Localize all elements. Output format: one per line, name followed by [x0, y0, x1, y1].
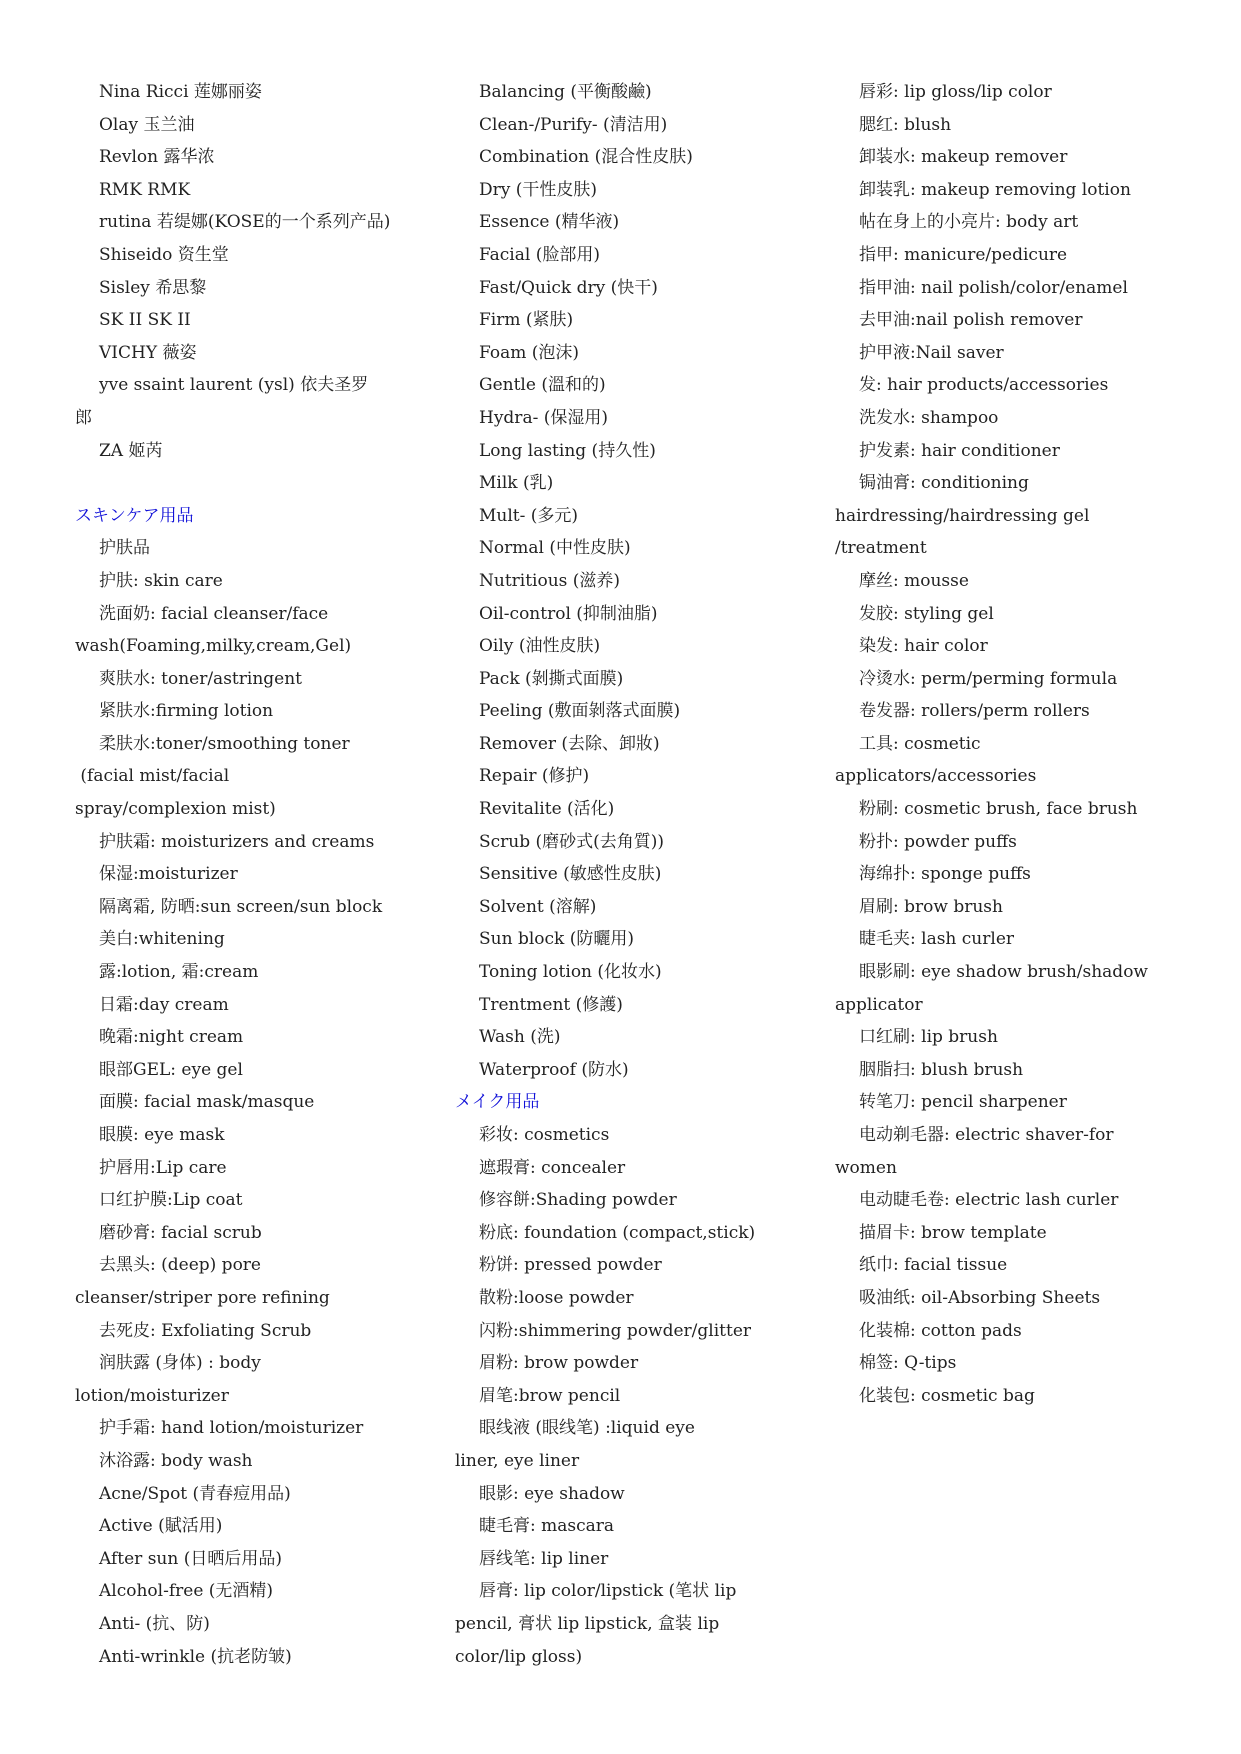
- text-line: 彩妆: cosmetics: [479, 1125, 610, 1145]
- text-line: Wash (洗): [479, 1027, 561, 1048]
- text-line: 粉饼: pressed powder: [479, 1255, 662, 1276]
- text-line: 眉刷: brow brush: [859, 896, 1003, 917]
- text-line: 睫毛膏: mascara: [479, 1516, 615, 1537]
- text-line: Remover (去除、卸妝): [479, 733, 660, 754]
- text-line: 口红刷: lip brush: [859, 1027, 998, 1048]
- text-line: 指甲: manicure/pedicure: [859, 244, 1068, 265]
- blank-line: [75, 467, 430, 500]
- text-line: Combination (混合性皮肤): [479, 147, 693, 168]
- text-line: spray/complexion mist): [75, 799, 276, 820]
- text-line: 发: hair products/accessories: [859, 375, 1109, 396]
- text-line: 磨砂膏: facial scrub: [99, 1222, 262, 1243]
- text-column-3: [835, 76, 1165, 1412]
- text-line: women: [835, 1157, 897, 1178]
- text-line: ZA 姬芮: [99, 440, 163, 461]
- text-line: 化装包: cosmetic bag: [859, 1385, 1035, 1406]
- text-line: Foam (泡沫): [479, 342, 580, 363]
- text-line: 去黑头: (deep) pore: [99, 1255, 261, 1276]
- text-line: 露:lotion, 霜:cream: [99, 962, 259, 983]
- text-line: /treatment: [835, 538, 927, 559]
- text-line: Olay 玉兰油: [99, 114, 195, 135]
- text-line: 睫毛夹: lash curler: [859, 929, 1015, 950]
- text-line: Toning lotion (化妆水): [479, 962, 662, 983]
- text-line: Normal (中性皮肤): [479, 538, 631, 559]
- text-line: Sun block (防曬用): [479, 929, 634, 950]
- text-line: Balancing (平衡酸鹼): [479, 82, 652, 102]
- text-line: Oil-control (抑制油脂): [479, 603, 658, 624]
- text-line: 唇线笔: lip liner: [479, 1548, 609, 1569]
- text-line: Nina Ricci 莲娜丽姿: [99, 82, 262, 102]
- text-line: color/lip gloss): [455, 1646, 583, 1667]
- text-line: 眼膜: eye mask: [99, 1125, 225, 1145]
- text-line: After sun (日晒后用品): [99, 1548, 282, 1569]
- text-line: 面膜: facial mask/masque: [99, 1092, 315, 1113]
- text-line: liner, eye liner: [455, 1450, 580, 1471]
- text-line: 柔肤水:toner/smoothing toner: [99, 733, 350, 754]
- text-line: 遮瑕膏: concealer: [479, 1157, 626, 1178]
- text-line: 眉粉: brow powder: [479, 1353, 639, 1374]
- text-line: 闪粉:shimmering powder/glitter: [479, 1320, 752, 1341]
- text-line: 去死皮: Exfoliating Scrub: [99, 1320, 312, 1341]
- text-line: Scrub (磨砂式(去角質)): [479, 831, 665, 852]
- text-line: 美白:whitening: [99, 929, 225, 950]
- text-line: 护肤品: [99, 538, 150, 559]
- text-line: Long lasting (持久性): [479, 440, 656, 461]
- text-line: 保湿:moisturizer: [99, 864, 238, 885]
- text-line: Acne/Spot (青春痘用品): [99, 1483, 291, 1504]
- text-line: Pack (剝撕式面膜): [479, 668, 624, 689]
- text-line: 晚霜:night cream: [99, 1027, 244, 1048]
- text-line: 护手霜: hand lotion/moisturizer: [99, 1418, 364, 1439]
- text-line: SK II SK II: [99, 310, 191, 331]
- text-line: Essence (精华液): [479, 212, 620, 233]
- text-line: Anti- (抗、防): [99, 1613, 210, 1634]
- text-line: pencil, 膏状 lip lipstick, 盒装 lip: [455, 1613, 720, 1634]
- text-line: Dry (干性皮肤): [479, 179, 598, 200]
- text-line: Waterproof (防水): [479, 1059, 629, 1080]
- text-line: 吸油纸: oil-Absorbing Sheets: [859, 1287, 1101, 1308]
- text-line: 护肤: skin care: [99, 570, 223, 591]
- text-line: Nutritious (滋养): [479, 570, 621, 591]
- text-line: 隔离霜, 防晒:sun screen/sun block: [99, 896, 383, 917]
- text-line: 锔油膏: conditioning: [859, 473, 1029, 494]
- text-line: Sisley 希思黎: [99, 277, 207, 298]
- text-line: 眉笔:brow pencil: [479, 1385, 621, 1406]
- text-line: Revitalite (活化): [479, 799, 615, 820]
- text-line: RMK RMK: [99, 179, 191, 200]
- text-line: 化装棉: cotton pads: [859, 1320, 1022, 1341]
- text-line: 腮红: blush: [859, 114, 952, 135]
- text-line: 冷烫水: perm/perming formula: [859, 668, 1118, 689]
- section-heading: メイク用品: [455, 1092, 540, 1113]
- text-line: hairdressing/hairdressing gel: [835, 505, 1090, 526]
- text-line: 护唇用:Lip care: [99, 1157, 227, 1178]
- text-line: 散粉:loose powder: [479, 1287, 634, 1308]
- text-line: Oily (油性皮肤): [479, 636, 601, 657]
- text-line: Mult- (多元): [479, 505, 579, 526]
- text-line: 洗发水: shampoo: [859, 407, 999, 428]
- text-line: Repair (修护): [479, 766, 590, 787]
- text-line: yve ssaint laurent (ysl) 依夫圣罗: [99, 375, 369, 396]
- text-line: 纸巾: facial tissue: [859, 1255, 1008, 1276]
- text-line: Shiseido 资生堂: [99, 244, 229, 265]
- text-line: Fast/Quick dry (快干): [479, 277, 658, 298]
- text-line: lotion/moisturizer: [75, 1385, 229, 1406]
- text-line: 修容餅:Shading powder: [479, 1190, 677, 1211]
- text-line: applicators/accessories: [835, 766, 1037, 787]
- text-line: 粉底: foundation (compact,stick): [479, 1222, 756, 1243]
- text-line: Sensitive (敏感性皮肤): [479, 864, 662, 885]
- text-line: Trentment (修護): [479, 994, 623, 1015]
- text-line: 唇彩: lip gloss/lip color: [859, 82, 1052, 102]
- text-line: applicator: [835, 994, 923, 1015]
- text-line: 洗面奶: facial cleanser/face: [99, 603, 329, 624]
- text-line: 日霜:day cream: [99, 994, 229, 1015]
- text-line: Facial (脸部用): [479, 244, 600, 265]
- text-line: 转笔刀: pencil sharpener: [859, 1092, 1067, 1113]
- text-line: 紧肤水:firming lotion: [99, 701, 274, 722]
- text-line: 胭脂扫: blush brush: [859, 1059, 1024, 1080]
- text-line: 郎: [75, 407, 92, 428]
- text-line: 护甲液:Nail saver: [859, 342, 1004, 363]
- text-line: Gentle (溫和的): [479, 375, 606, 396]
- text-line: VICHY 薇姿: [99, 342, 197, 363]
- text-line: 卸装水: makeup remover: [859, 147, 1068, 168]
- text-line: Revlon 露华浓: [99, 147, 215, 168]
- text-column-1: [75, 76, 430, 1673]
- text-line: Solvent (溶解): [479, 896, 597, 917]
- text-line: 护发素: hair conditioner: [859, 440, 1060, 461]
- text-line: Firm (紧肤): [479, 310, 574, 331]
- text-line: cleanser/striper pore refining: [75, 1287, 330, 1308]
- text-line: 发胶: styling gel: [859, 603, 994, 624]
- text-line: 电动睫毛卷: electric lash curler: [859, 1190, 1119, 1211]
- text-line: 卸装乳: makeup removing lotion: [859, 179, 1131, 200]
- text-line: 指甲油: nail polish/color/enamel: [859, 277, 1128, 298]
- text-line: 描眉卡: brow template: [859, 1222, 1047, 1243]
- text-line: 卷发器: rollers/perm rollers: [859, 701, 1090, 722]
- text-line: 沐浴露: body wash: [99, 1450, 253, 1471]
- text-line: Peeling (敷面剝落式面膜): [479, 701, 681, 722]
- text-line: wash(Foaming,milky,cream,Gel): [75, 636, 352, 657]
- text-line: 护肤霜: moisturizers and creams: [99, 831, 375, 852]
- text-line: Hydra- (保湿用): [479, 407, 608, 428]
- text-line: 去甲油:nail polish remover: [859, 310, 1083, 331]
- text-line: Alcohol-free (无酒精): [99, 1581, 274, 1602]
- text-line: 工具: cosmetic: [859, 733, 981, 754]
- text-line: 海绵扑: sponge puffs: [859, 864, 1031, 885]
- text-line: 粉扑: powder puffs: [859, 831, 1017, 852]
- text-line: 棉签: Q-tips: [859, 1353, 957, 1374]
- text-line: 粉刷: cosmetic brush, face brush: [859, 799, 1138, 820]
- text-line: 摩丝: mousse: [859, 570, 969, 591]
- text-line: Anti-wrinkle (抗老防皱): [99, 1646, 292, 1667]
- text-line: 口红护膜:Lip coat: [99, 1190, 243, 1211]
- text-line: 电动剃毛器: electric shaver-for: [859, 1125, 1114, 1145]
- text-line: (facial mist/facial: [75, 766, 230, 787]
- text-line: Milk (乳): [479, 473, 554, 494]
- text-line: 眼影刷: eye shadow brush/shadow: [859, 962, 1148, 983]
- text-line: Clean-/Purify- (清洁用): [479, 114, 668, 135]
- text-line: 眼部GEL: eye gel: [99, 1059, 243, 1080]
- text-column-2: [455, 76, 813, 1673]
- text-line: Active (賦活用): [99, 1516, 223, 1537]
- text-line: 眼影: eye shadow: [479, 1483, 625, 1504]
- text-line: 唇膏: lip color/lipstick (笔状 lip: [479, 1581, 737, 1602]
- text-line: 眼线液 (眼线笔) :liquid eye: [479, 1418, 695, 1439]
- text-line: 染发: hair color: [859, 636, 988, 657]
- text-line: rutina 若缇娜(KOSE的一个系列产品): [99, 212, 391, 233]
- text-line: 帖在身上的小亮片: body art: [859, 212, 1079, 233]
- text-line: 润肤露 (身体) : body: [99, 1353, 261, 1374]
- section-heading: スキンケア用品: [75, 505, 194, 526]
- text-line: 爽肤水: toner/astringent: [99, 668, 302, 689]
